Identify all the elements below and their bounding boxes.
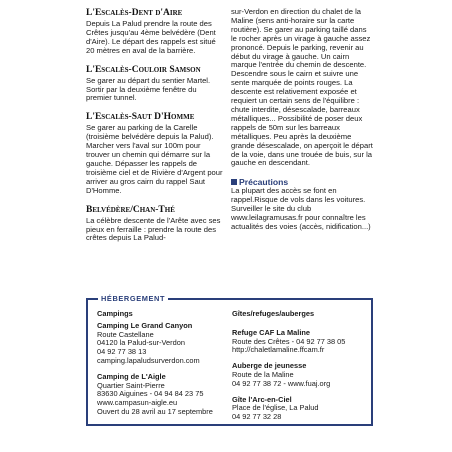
section-title: L'Escalès-Couloir Samson <box>86 64 201 75</box>
refuge-caf-la-maline <box>232 329 370 355</box>
gites-column <box>232 310 370 422</box>
precautions-title-text: Précautions <box>239 177 289 188</box>
section-dent-daire <box>86 8 223 56</box>
hebergement-box <box>86 294 373 426</box>
gite-name: Auberge de jeunesse <box>232 361 307 371</box>
gite-website: http://chaletlamaline.ffcam.fr <box>232 345 325 355</box>
camping-address: Quartier Saint-Pierre <box>97 380 165 390</box>
camping-name: Camping de L'Aigle <box>97 371 166 381</box>
gites-label: Gîtes/refuges/auberges <box>232 309 315 318</box>
gite-phone: 04 92 77 32 28 <box>232 412 282 422</box>
camping-website: camping.lapaludsurverdon.com <box>97 355 200 365</box>
camping-opening: Ouvert du 28 avril au 17 septembre <box>97 406 213 416</box>
section-text: Se garer au départ du sentier Martel. Sortir par la deuxième fenêtre du premier tunnel. <box>86 75 211 103</box>
precautions-text: La plupart des accès se font en rappel.Risque de vols dans les voitures. Surveiller le site du club www.leilagramusas.fr pour connaître les actualités des voies (accès, nidification...) <box>231 186 371 231</box>
gite-address: Place de l'église, La Palud <box>232 403 319 413</box>
camping-name: Camping Le Grand Canyon <box>97 320 193 330</box>
gite-address-phone: Route des Crêtes - 04 92 77 38 05 <box>232 336 346 346</box>
section-saut-dhomme <box>86 112 223 195</box>
camping-website: www.campasun-aigle.eu <box>97 398 178 408</box>
left-column <box>86 8 223 252</box>
square-bullet-icon <box>231 179 237 185</box>
camping-address: Route Castellane <box>97 329 154 339</box>
campings-column <box>97 310 229 417</box>
section-text: Depuis La Palud prendre la route des Crêtes jusqu'au 4ème belvédère (Dent d'Aire). Le départ des rappels est situé 20 mètres en aval de la barrière. <box>86 19 216 55</box>
section-text: Se garer au parking de la Carelle (troisième belvédère depuis la Palud). Marcher vers l'aval sur 100m pour trouver un chemin qui démarre sur la gauche. Dépasser les rappels de troisième ciel et de Rivière d'Argent pour arriver au gros cairn du rappel Saut D'Homme. <box>86 123 223 195</box>
section-title: L'Escalès-Dent d'Aire <box>86 8 183 18</box>
gite-address: Route de la Maline <box>232 369 294 379</box>
hebergement-title: HÉBERGEMENT <box>98 294 168 303</box>
section-text: La célèbre descente de l'Arête avec ses pieux en ferraille : prendre la route des crêtes depuis La Palud- <box>86 215 221 243</box>
continuation-text: sur-Verdon en direction du chalet de la Maline (sens anti-horaire sur la carte routière). Se garer au parking taillé dans le rocher après un virage à gauche assez prononcé. Depuis le parking, revenir au début du virage à gauche. Un cairn marque l'entrée du chemin de descente. Descendre sous le cairn et suivre une sente marquée de points rouges. La descente est relativement exposée et requiert un certain sens de l'équilibre : chute interdite, désescalade, barreaux métalliques... Possibilité de poser deux rappels de 50m sur les barreaux métalliques. Peu après la deuxième grande désescalade, on aperçoit le départ de la voie, dans une trouée de buis, sur la gauche en descendant. <box>231 7 373 168</box>
camping-aigle <box>97 373 229 417</box>
gite-phone-website: 04 92 77 38 72 - www.fuaj.org <box>232 378 331 388</box>
section-title: Belvédère/Chan-Thé <box>86 204 175 215</box>
campings-label: Campings <box>97 309 133 318</box>
camping-phone: 04 92 77 38 13 <box>97 347 147 357</box>
camping-grand-canyon <box>97 322 229 366</box>
section-title: L'Escalès-Saut D'Homme <box>86 112 195 123</box>
camping-town: 04120 la Palud-sur-Verdon <box>97 338 185 348</box>
section-couloir-samson <box>86 65 223 104</box>
auberge-de-jeunesse <box>232 362 370 388</box>
gite-name: Refuge CAF La Maline <box>232 327 311 337</box>
right-column <box>231 8 373 241</box>
gite-name: Gîte l'Arc-en-Ciel <box>232 394 292 404</box>
camping-town-phone: 83630 Aiguines - 04 94 84 23 75 <box>97 389 204 399</box>
precautions-section <box>231 177 373 232</box>
gite-arc-en-ciel <box>232 396 370 422</box>
section-belvedere-chan-the <box>86 205 223 244</box>
